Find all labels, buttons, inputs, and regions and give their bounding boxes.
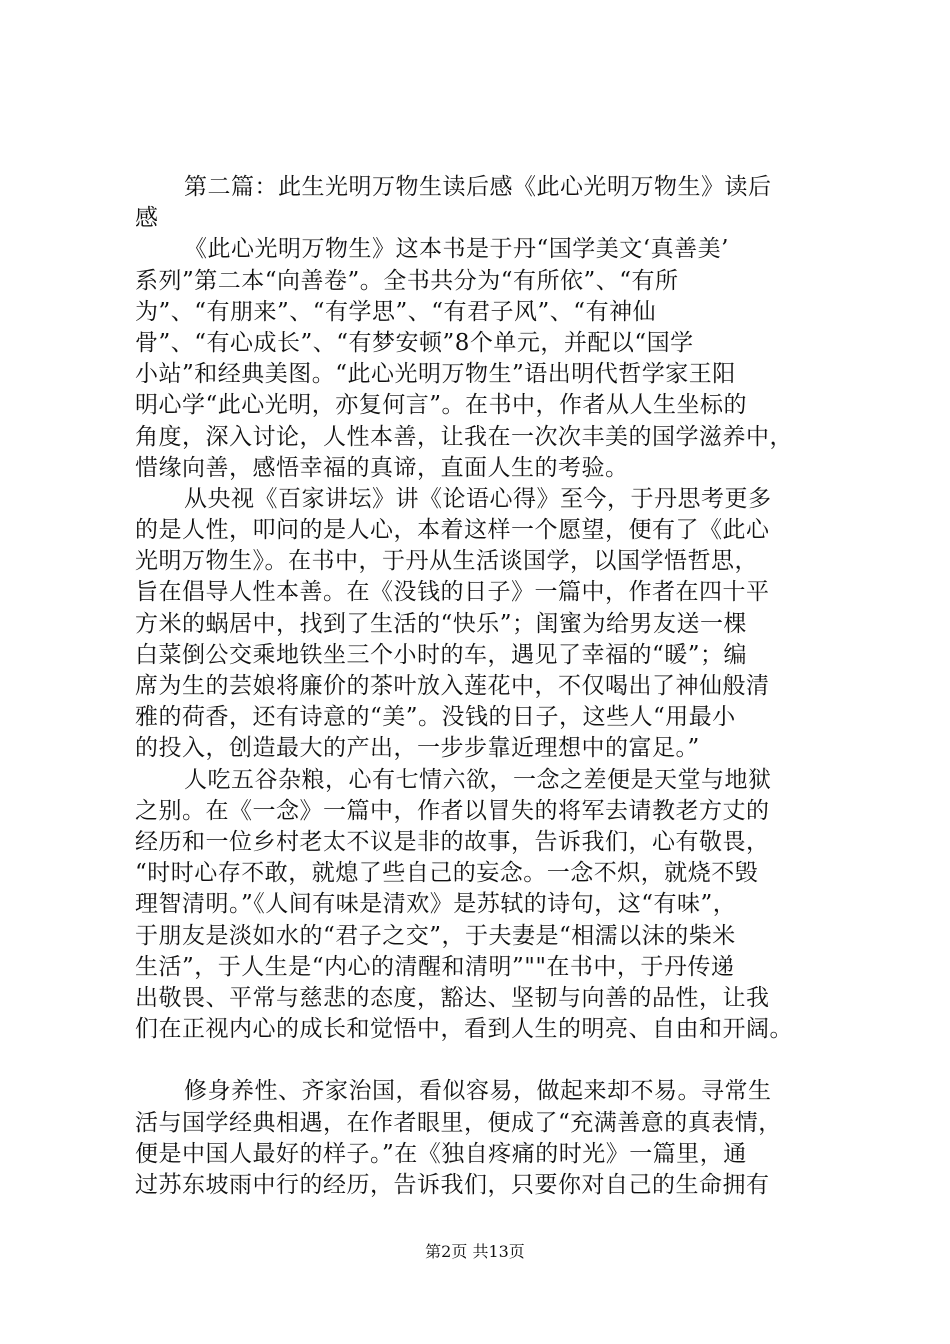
paragraph-1-line: 惜缘向善，感悟幸福的真谛，直面人生的考验。: [135, 454, 629, 481]
paragraph-2-line: 旨在倡导人性本善。在《没钱的日子》一篇中，作者在四十平: [135, 579, 770, 606]
paragraph-1-line: 《此心光明万物生》这本书是于丹“国学美文‘真善美’: [184, 236, 729, 263]
paragraph-1-line: 骨”、“有心成长”、“有梦安顿”8个单元，并配以“国学: [135, 329, 694, 356]
paragraph-4-line: 便是中国人最好的样子。”在《独自疼痛的时光》一篇里，通: [135, 1140, 747, 1167]
paragraph-3-line: “时时心存不敢，就熄了些自己的妄念。一念不炽，就烧不毁: [135, 860, 759, 887]
paragraph-4-line: 修身养性、齐家治国，看似容易，做起来却不易。寻常生: [184, 1078, 772, 1105]
page-number-footer: 第2页 共13页: [425, 1242, 525, 1261]
paragraph-3-line: 理智清明。”《人间有味是清欢》是苏轼的诗句，这“有味”，: [135, 891, 737, 918]
essay-title-line-2: 感: [135, 205, 159, 232]
paragraph-2-line: 光明万物生》。在书中，于丹从生活谈国学，以国学悟哲思，: [135, 548, 758, 575]
paragraph-1-line: 小站”和经典美图。“此心光明万物生”语出明代哲学家王阳: [135, 361, 736, 388]
paragraph-1-line: 为”、“有朋来”、“有学思”、“有君子风”、“有神仙: [135, 298, 657, 325]
paragraph-gap: [135, 1045, 835, 1076]
paragraph-2-line: 席为生的芸娘将廉价的茶叶放入莲花中，不仅喝出了神仙般清: [135, 673, 770, 699]
paragraph-2-line: 的是人性，叩问的是人心，本着这样一个愿望，便有了《此心: [135, 517, 770, 544]
paragraph-2-line: 从央视《百家讲坛》讲《论语心得》至今，于丹思考更多: [184, 485, 772, 512]
paragraph-2-line: 的投入，创造最大的产出，一步步靠近理想中的富足。”: [135, 735, 700, 762]
paragraph-1-line: 角度，深入讨论，人性本善，让我在一次次丰美的国学滋养中，: [135, 423, 793, 450]
paragraph-2-line: 方米的蜗居中，找到了生活的“快乐”；闺蜜为给男友送一棵: [135, 610, 748, 637]
paragraph-3-line: 人吃五谷杂粮，心有七情六欲，一念之差便是天堂与地狱: [184, 766, 772, 793]
paragraph-2-line: 白菜倒公交乘地铁坐三个小时的车，遇见了幸福的“暖”；编: [135, 641, 748, 668]
paragraph-3-line: 们在正视内心的成长和觉悟中，看到人生的明亮、自由和开阔。: [135, 1016, 793, 1043]
paragraph-4-line: 活与国学经典相遇，在作者眼里，便成了“充满善意的真表情，: [135, 1109, 782, 1136]
document-body: [135, 172, 835, 1201]
essay-title-line-1: 第二篇：此生光明万物生读后感《此心光明万物生》读后: [184, 174, 772, 200]
paragraph-3-line: 于朋友是淡如水的“君子之交”，于夫妻是“相濡以沫的柴米: [135, 922, 736, 949]
paragraph-2-line: 雅的荷香，还有诗意的“美”。没钱的日子，这些人“用最小: [135, 704, 736, 731]
paragraph-3-line: 出敬畏、平常与慈悲的态度，豁达、坚韧与向善的品性，让我: [135, 984, 770, 1011]
paragraph-4-line: 过苏东坡雨中行的经历，告诉我们，只要你对自己的生命拥有: [135, 1172, 770, 1198]
paragraph-3-line: 生活”，于人生是“内心的清醒和清明”""在书中，于丹传递: [135, 953, 735, 980]
paragraph-1-line: 系列”第二本“向善卷”。全书共分为“有所依”、“有所: [135, 267, 679, 294]
paragraph-1-line: 明心学“此心光明，亦复何言”。在书中，作者从人生坐标的: [135, 392, 748, 419]
paragraph-3-line: 之别。在《一念》一篇中，作者以冒失的将军去请教老方丈的: [135, 797, 770, 824]
paragraph-3-line: 经历和一位乡村老太不议是非的故事，告诉我们，心有敬畏，: [135, 828, 770, 855]
